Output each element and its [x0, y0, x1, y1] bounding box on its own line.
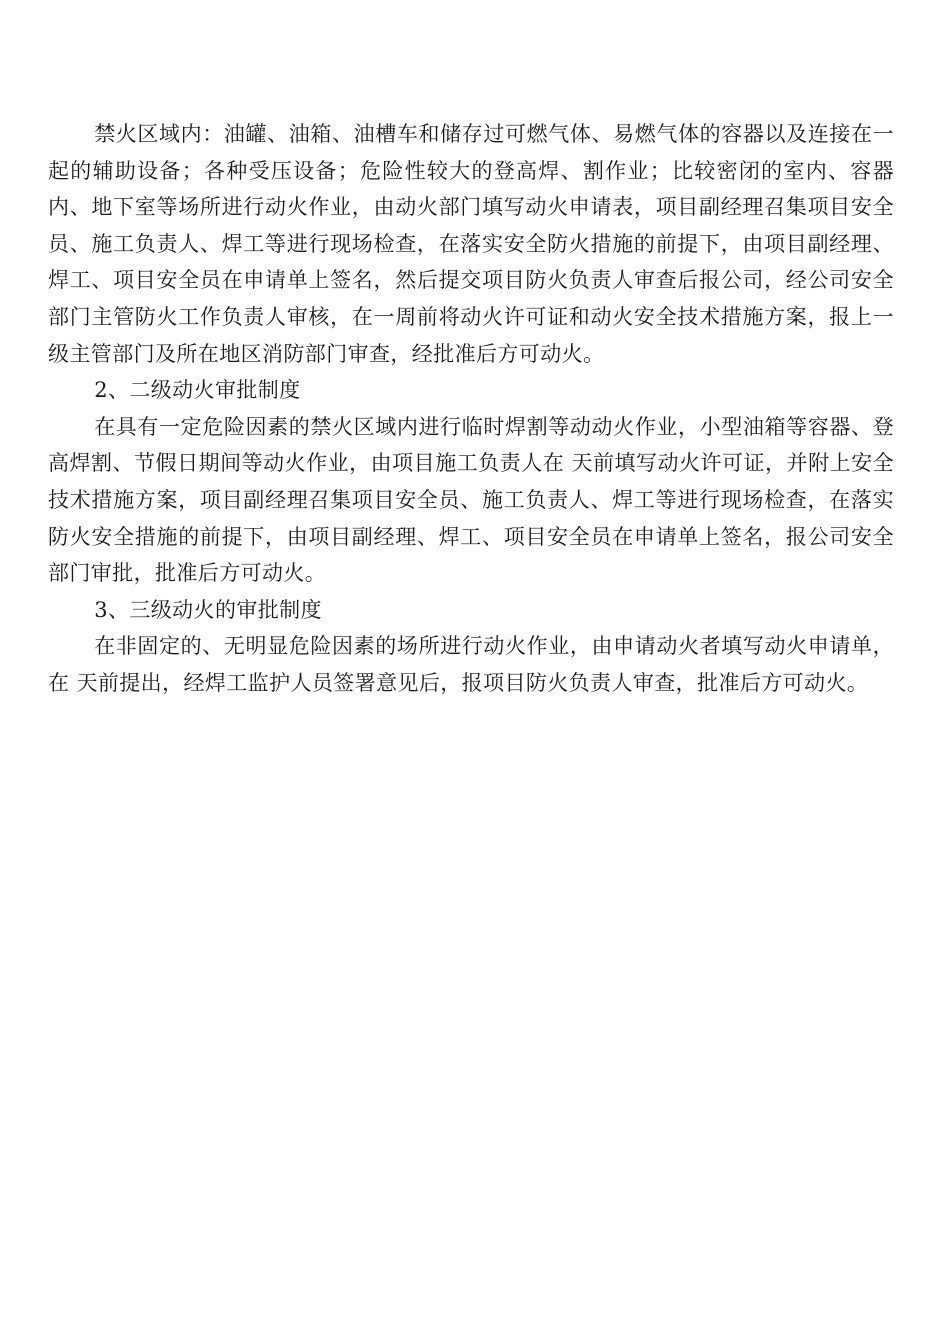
paragraph-third-level-fire-approval: 在非固定的、无明显危险因素的场所进行动火作业，由申请动火者填写动火申请单，在 天前提出，经焊工监护人员签署意见后，报项目防火负责人审查，批准后方可动火。: [48, 634, 894, 695]
document-body: [48, 116, 894, 702]
paragraph-second-level-fire-approval: 在具有一定危险因素的禁火区域内进行临时焊割等动动火作业，小型油箱等容器、登高焊割、节假日期间等动火作业，由项目施工负责人在 天前填写动火许可证，并附上安全技术措施方案，项目副经理召集项目安全员、施工负责人、焊工等进行现场检查，在落实防火安全措施的前提下，由项目副经理、焊工、项目安全员在申请单上签名，报公司安全部门审批，批准后方可动火。: [48, 414, 894, 586]
section-heading-second-level: 2、二级动火审批制度: [94, 378, 301, 403]
paragraph-first-level-fire-approval: 禁火区域内：油罐、油箱、油槽车和储存过可燃气体、易燃气体的容器以及连接在一起的辅助设备；各种受压设备；危险性较大的登高焊、割作业；比较密闭的室内、容器内、地下室等场所进行动火作业，由动火部门填写动火申请表，项目副经理召集项目安全员、施工负责人、焊工等进行现场检查，在落实安全防火措施的前提下，由项目副经理、焊工、项目安全员在申请单上签名，然后提交项目防火负责人审查后报公司，经公司安全部门主管防火工作负责人审核，在一周前将动火许可证和动火安全技术措施方案，报上一级主管部门及所在地区消防部门审查，经批准后方可动火。: [48, 122, 894, 366]
section-heading-third-level: 3、三级动火的审批制度: [94, 597, 322, 622]
